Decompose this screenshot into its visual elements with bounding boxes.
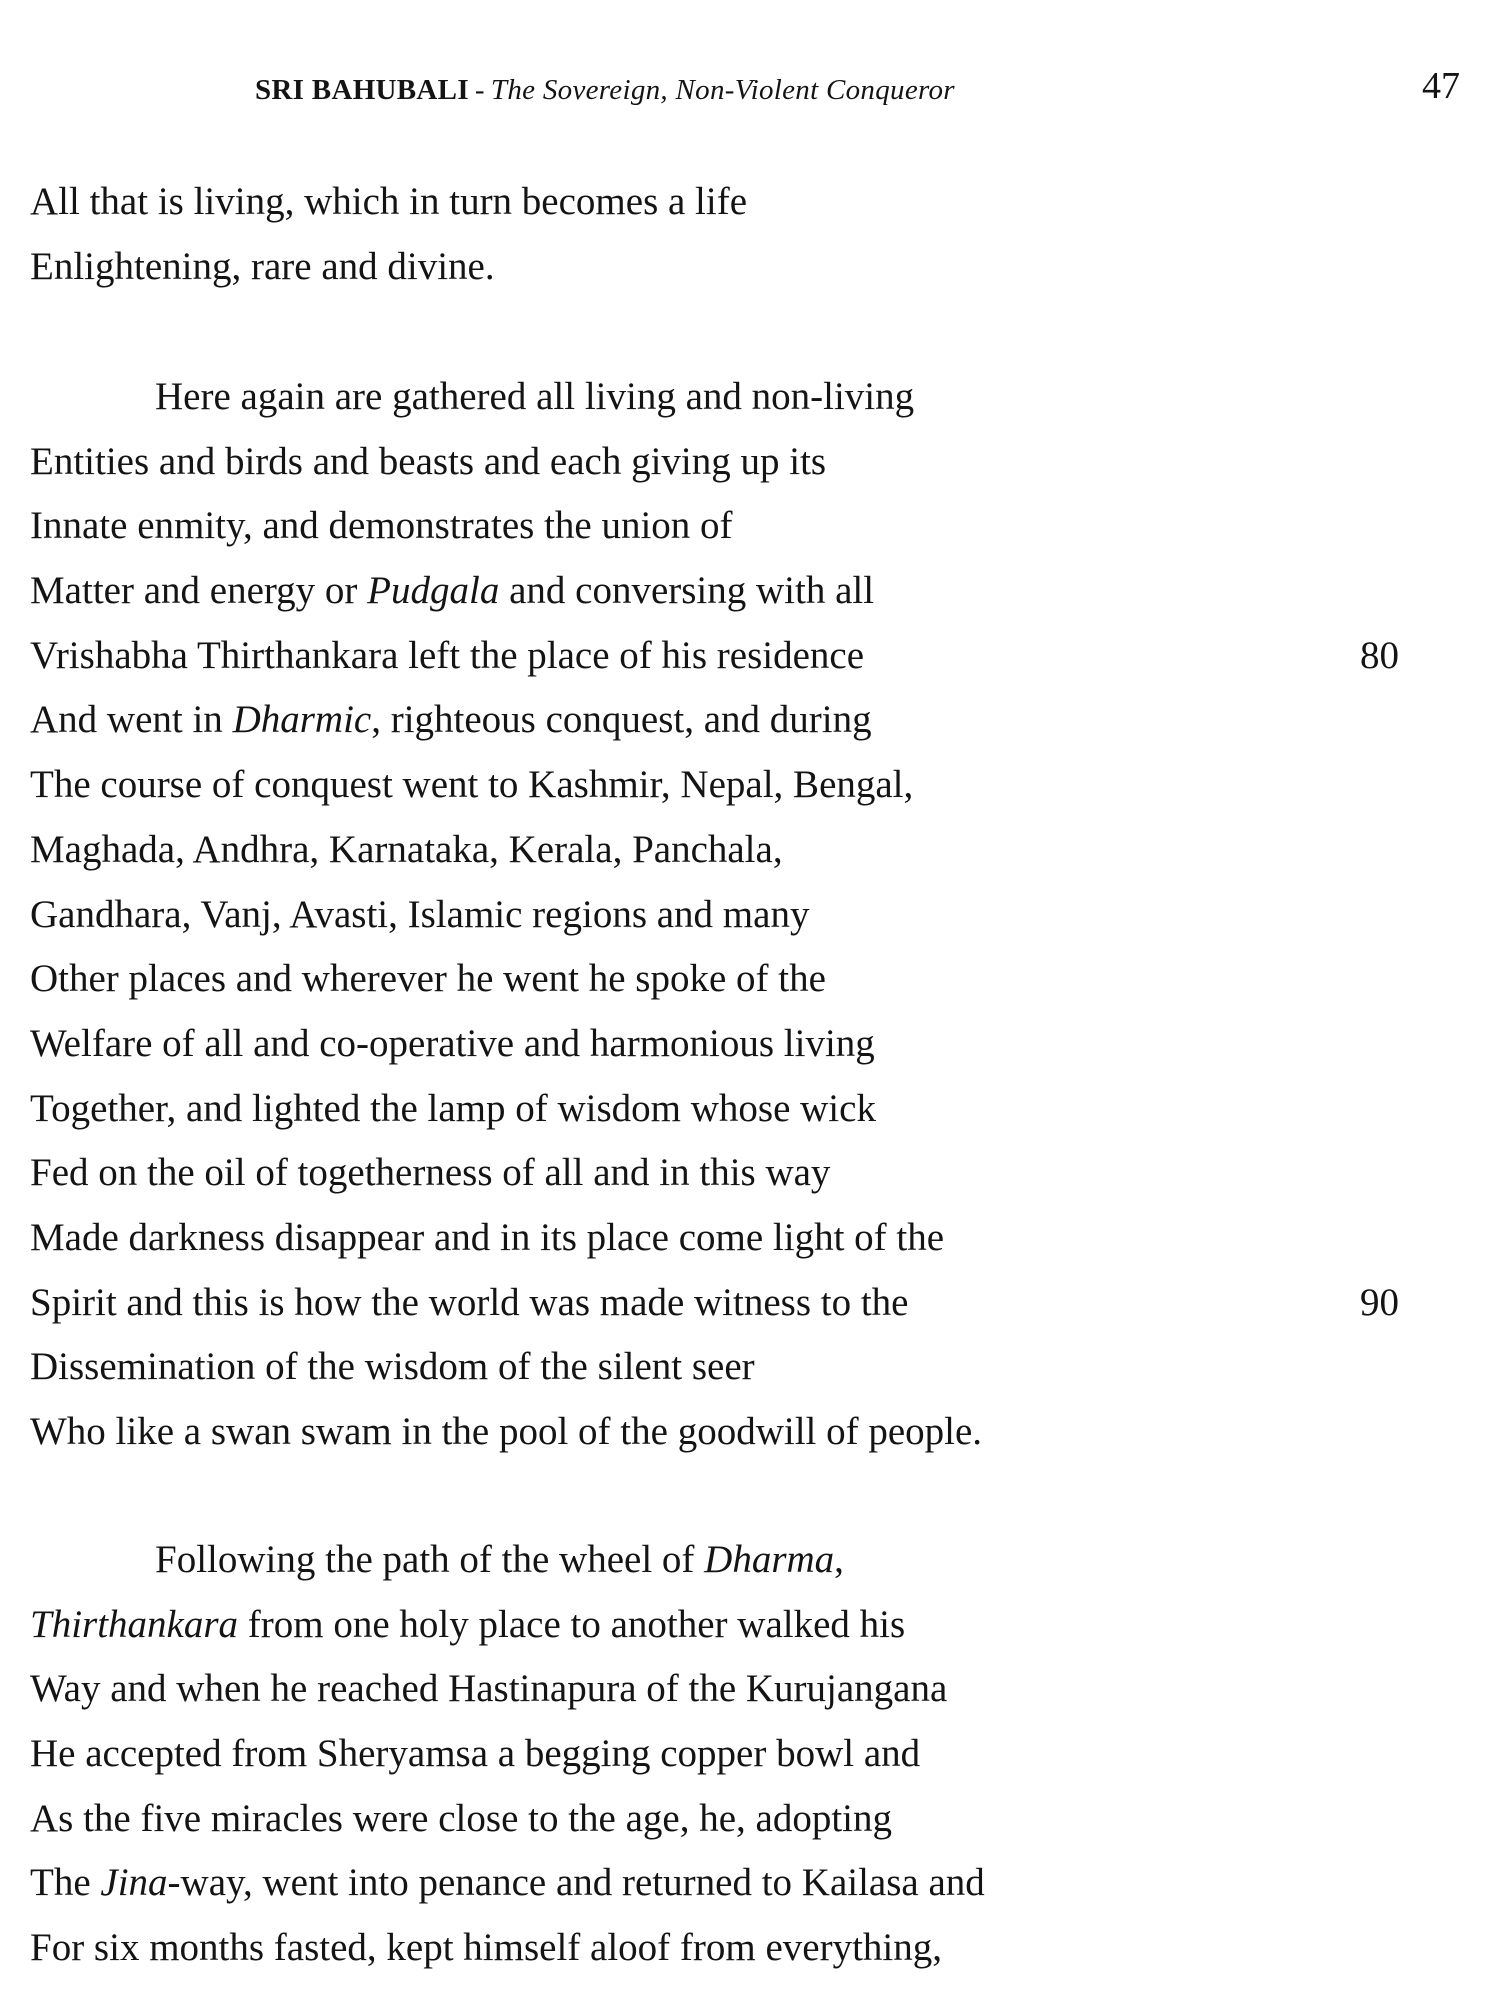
- poem-line: [30, 947, 1310, 1012]
- poem-line: [30, 883, 1310, 948]
- line-text: Here again are gathered all living and non-living: [155, 375, 915, 418]
- poem-line: [30, 1271, 1399, 1336]
- line-number: 80: [1360, 633, 1399, 677]
- poem-line: [30, 1528, 1310, 1593]
- poem-line: [30, 1916, 1310, 1981]
- line-text: Fed on the oil of togetherness of all and in this way: [30, 1151, 831, 1195]
- line-text: Innate enmity, and demonstrates the union of: [30, 504, 733, 548]
- poem-line: [30, 1722, 1310, 1787]
- line-text: and conversing with all: [499, 569, 875, 613]
- line-text: Following the path of the wheel of: [155, 1538, 705, 1581]
- poem-line: [30, 1141, 1310, 1206]
- poem-line: [30, 1787, 1310, 1852]
- poem-line: [30, 365, 1310, 430]
- italic-term: Thirthankara: [30, 1602, 239, 1646]
- line-text: Enlightening, rare and divine.: [30, 244, 495, 288]
- poem-line: [30, 494, 1310, 559]
- poem-line: [30, 1335, 1310, 1400]
- line-text: ,: [834, 1538, 844, 1581]
- line-text: Dissemination of the wisdom of the silent seer: [30, 1345, 755, 1389]
- line-text: For six months fasted, kept himself aloof from everything,: [30, 1926, 943, 1970]
- poem-line: [30, 430, 1310, 495]
- line-text: Spirit and this is how the world was made witness to the: [30, 1280, 909, 1324]
- poem-line: [30, 1206, 1310, 1271]
- line-text: And went in: [30, 698, 233, 742]
- book-subtitle: The Sovereign, Non-Violent Conqueror: [490, 74, 955, 106]
- poem-line: [30, 818, 1310, 883]
- line-text: Welfare of all and co-operative and harmonious living: [30, 1021, 875, 1065]
- line-text: All that is living, which in turn becomes a life: [30, 180, 748, 223]
- stanza: [30, 365, 1399, 1465]
- stanza: [30, 170, 1310, 299]
- line-text: He accepted from Sheryamsa a begging copper bowl and: [30, 1732, 921, 1776]
- line-number: 90: [1360, 1280, 1399, 1324]
- line-text: Who like a swan swam in the pool of the goodwill of people.: [30, 1410, 983, 1453]
- line-text: As the five miracles were close to the age, he, adopting: [30, 1796, 893, 1840]
- line-text: The course of conquest went to Kashmir, Nepal, Bengal,: [30, 763, 914, 807]
- header-separator: -: [474, 74, 485, 106]
- line-text: -way, went into penance and returned to Kailasa and: [167, 1861, 985, 1905]
- line-text: Matter and energy or: [30, 569, 368, 613]
- poem-line: [30, 235, 1310, 300]
- running-header: [255, 74, 955, 107]
- poem-line: [30, 624, 1399, 689]
- line-text: Other places and wherever he went he spoke of the: [30, 957, 826, 1001]
- poem-line: [30, 1077, 1310, 1142]
- line-text: Vrishabha Thirthankara left the place of his residence: [30, 633, 865, 677]
- poem-line: [30, 1657, 1310, 1722]
- line-text: Together, and lighted the lamp of wisdom whose wick: [30, 1086, 876, 1130]
- line-text: from one holy place to another walked his: [238, 1602, 906, 1646]
- italic-term: Pudgala: [367, 569, 500, 613]
- line-text: Entities and birds and beasts and each giving up its: [30, 439, 827, 483]
- line-text: The: [30, 1861, 101, 1905]
- poem-line: [30, 1400, 1310, 1465]
- book-title: SRI BAHUBALI: [255, 74, 469, 106]
- italic-term: Dharmic: [232, 698, 372, 742]
- poem-line: [30, 688, 1310, 753]
- page-number: 47: [1422, 65, 1460, 107]
- poem-line: [30, 1593, 1310, 1658]
- line-text: Maghada, Andhra, Karnataka, Kerala, Panchala,: [30, 827, 783, 871]
- line-text: Made darkness disappear and in its place come light of the: [30, 1215, 945, 1259]
- line-text: Gandhara, Vanj, Avasti, Islamic regions and many: [30, 892, 810, 936]
- poem-line: [30, 170, 1310, 235]
- stanza: [30, 1528, 1310, 1981]
- poem-line: [30, 753, 1310, 818]
- poem-line: [30, 1012, 1310, 1077]
- line-text: , righteous conquest, and during: [371, 698, 872, 742]
- italic-term: Jina: [100, 1861, 168, 1905]
- italic-term: Dharma: [704, 1538, 835, 1581]
- poem-line: [30, 559, 1310, 624]
- line-text: Way and when he reached Hastinapura of the Kurujangana: [30, 1667, 948, 1711]
- poem-line: [30, 1851, 1310, 1916]
